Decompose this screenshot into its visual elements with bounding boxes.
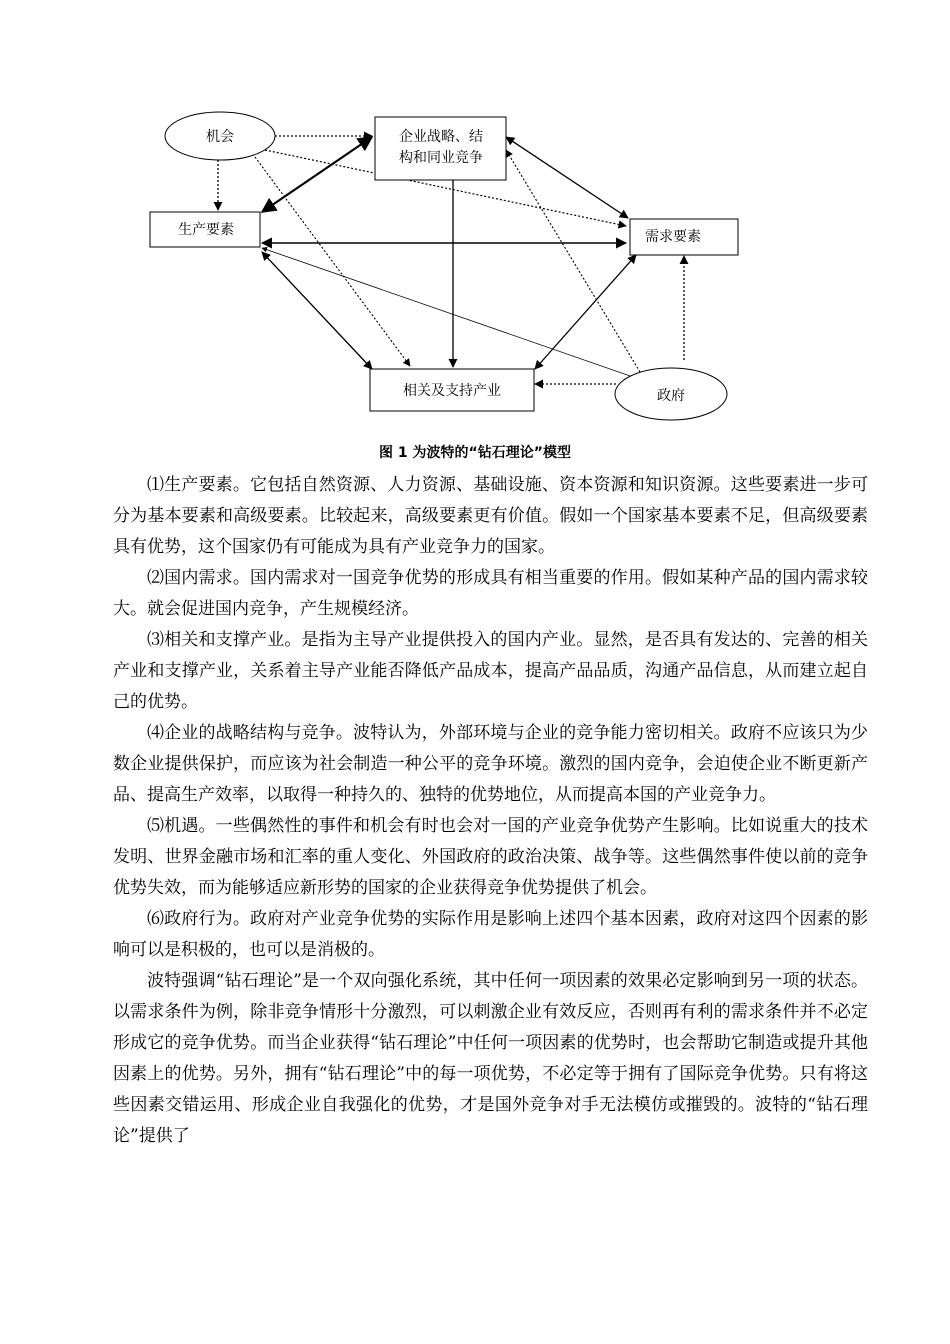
edge-government-strategy xyxy=(506,150,640,372)
label-demand: 需求要素 xyxy=(645,229,701,245)
edge-strategy-demand xyxy=(506,137,628,218)
edge-government-factors xyxy=(262,248,636,378)
label-related: 相关及支持产业 xyxy=(403,383,501,399)
label-strategy-line2: 构和同业竞争 xyxy=(399,150,483,166)
edge-chance-related xyxy=(255,157,410,366)
paragraph: ⑹政府行为。政府对产业竞争优势的实际作用是影响上述四个基本因素，政府对这四个因素的影响可以是积极的，也可以是消极的。 xyxy=(113,909,868,960)
paragraph: ⑵国内需求。国内需求对一国竞争优势的形成具有相当重要的作用。假如某种产品的国内需求较大。就会促进国内竞争，产生规模经济。 xyxy=(113,568,868,619)
paragraph: 波特强调“钻石理论”是一个双向强化系统，其中任何一项因素的效果必定影响到另一项的状态。以需求条件为例，除非竞争情形十分激烈，可以刺激企业有效反应，否则再有利的需求条件并不必定形成它的竞争优势。而当企业获得“钻石理论”中任何一项因素的优势时，也会帮助它制造或提升其他因素上的优势。另外，拥有“钻石理论”中的每一项优势，不必定等于拥有了国际竞争优势。只有将这些因素交错运用、形成企业自我强化的优势，才是国外竞争对手无法模仿或摧毁的。波特的“钻石理论”提供了 xyxy=(113,971,868,1146)
paragraph: ⑷企业的战略结构与竞争。波特认为，外部环境与企业的竞争能力密切相关。政府不应该只为少数企业提供保护，而应该为社会制造一种公平的竞争环境。激烈的国内竞争，会迫使企业不断更新产品、提高生产效率，以取得一种持久的、独特的优势地位，从而提高本国的产业竞争力。 xyxy=(113,723,868,805)
edge-factors-related xyxy=(262,252,372,369)
node-strategy xyxy=(375,117,506,180)
label-factors: 生产要素 xyxy=(178,222,234,238)
paragraph: ⑴生产要素。它包括自然资源、人力资源、基础设施、资本资源和知识资源。这些要素进一步可分为基本要素和高级要素。比较起来，高级要素更有价值。假如一个国家基本要素不足，但高级要素具有优势，这个国家仍有可能成为具有产业竞争力的国家。 xyxy=(113,475,868,557)
label-chance: 机会 xyxy=(206,129,234,145)
figure-caption: 图 1 为波特的“钻石理论”模型 xyxy=(379,445,571,461)
paragraph: ⑶相关和支撑产业。是指为主导产业提供投入的国内产业。显然，是否具有发达的、完善的相关产业和支撑产业，关系着主导产业能否降低产品成本，提高产品品质，沟通产品信息，从而建立起自己的优势。 xyxy=(113,630,868,712)
edge-strategy-factors xyxy=(262,137,372,212)
edge-demand-related xyxy=(535,255,636,369)
body-text xyxy=(113,470,868,1152)
paragraph: ⑸机遇。一些偶然性的事件和机会有时也会对一国的产业竞争优势产生影响。比如说重大的技术发明、世界金融市场和汇率的重人变化、外国政府的政治决策、战争等。这些偶然事件使以前的竞争优势失效，而为能够适应新形势的国家的企业获得竞争优势提供了机会。 xyxy=(113,816,868,898)
label-government: 政府 xyxy=(657,388,685,404)
diamond-model-diagram xyxy=(0,0,950,430)
label-strategy-line1: 企业战略、结 xyxy=(399,129,483,145)
